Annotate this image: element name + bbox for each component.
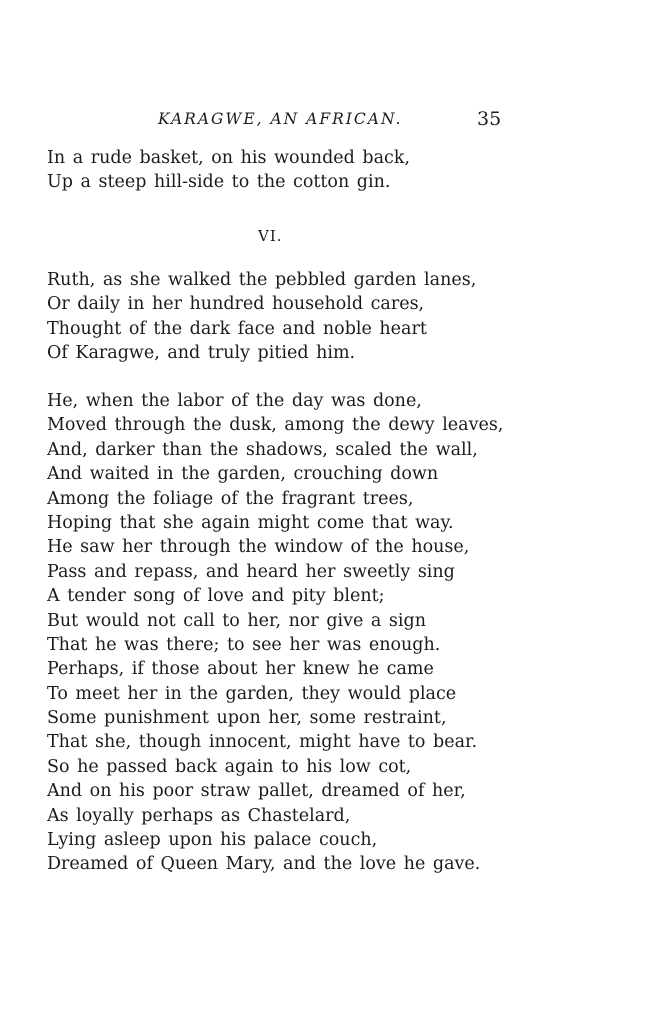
- poem-line: Dreamed of Queen Mary, and the love he gave.: [47, 854, 481, 875]
- poem-line: A tender song of love and pity blent;: [47, 586, 385, 607]
- poem-line: Thought of the dark face and noble heart: [47, 318, 427, 339]
- running-head: [0, 108, 648, 134]
- section-number: VI.: [258, 227, 283, 245]
- poem-line: Pass and repass, and heard her sweetly sing: [47, 561, 455, 582]
- poem-line: He, when the labor of the day was done,: [47, 391, 422, 411]
- poem-line: Perhaps, if those about her knew he came: [47, 659, 434, 680]
- poem-line: Lying asleep upon his palace couch,: [47, 830, 378, 851]
- stanza-ruth: [47, 268, 476, 366]
- poem-line: That he was there; to see her was enough.: [47, 634, 441, 655]
- stanza-karagwe: [47, 389, 503, 877]
- stanza-continuation: [47, 146, 410, 195]
- poem-line: He saw her through the window of the house,: [47, 537, 470, 558]
- poem-line: Ruth, as she walked the pebbled garden lanes,: [47, 270, 477, 290]
- poem-line: And on his poor straw pallet, dreamed of her,: [47, 781, 466, 802]
- poem-line: So he passed back again to his low cot,: [47, 756, 412, 777]
- poem-line: Among the foliage of the fragrant trees,: [47, 488, 414, 509]
- poem-line: But would not call to her, nor give a sign: [47, 610, 426, 631]
- poem-line: Or daily in her hundred household cares,: [47, 294, 425, 315]
- page-number: 35: [477, 108, 502, 130]
- poem-line: And, darker than the shadows, scaled the wall,: [47, 439, 478, 460]
- running-title: KARAGWE, AN AFRICAN.: [158, 110, 403, 128]
- poem-line: As loyally perhaps as Chastelard,: [47, 805, 351, 826]
- poem-line: To meet her in the garden, they would place: [47, 683, 457, 704]
- poem-line: Moved through the dusk, among the dewy leaves,: [47, 415, 504, 436]
- poem-line: Of Karagwe, and truly pitied him.: [47, 343, 356, 364]
- poem-line: Some punishment upon her, some restraint,: [47, 708, 447, 729]
- poem-line: Hoping that she again might come that way.: [47, 512, 454, 533]
- poem-line: And waited in the garden, crouching down: [47, 464, 439, 485]
- poem-line: That she, though innocent, might have to bear.: [47, 732, 478, 753]
- poem-line: Up a steep hill-side to the cotton gin.: [47, 172, 391, 193]
- poem-line: In a rude basket, on his wounded back,: [47, 148, 411, 168]
